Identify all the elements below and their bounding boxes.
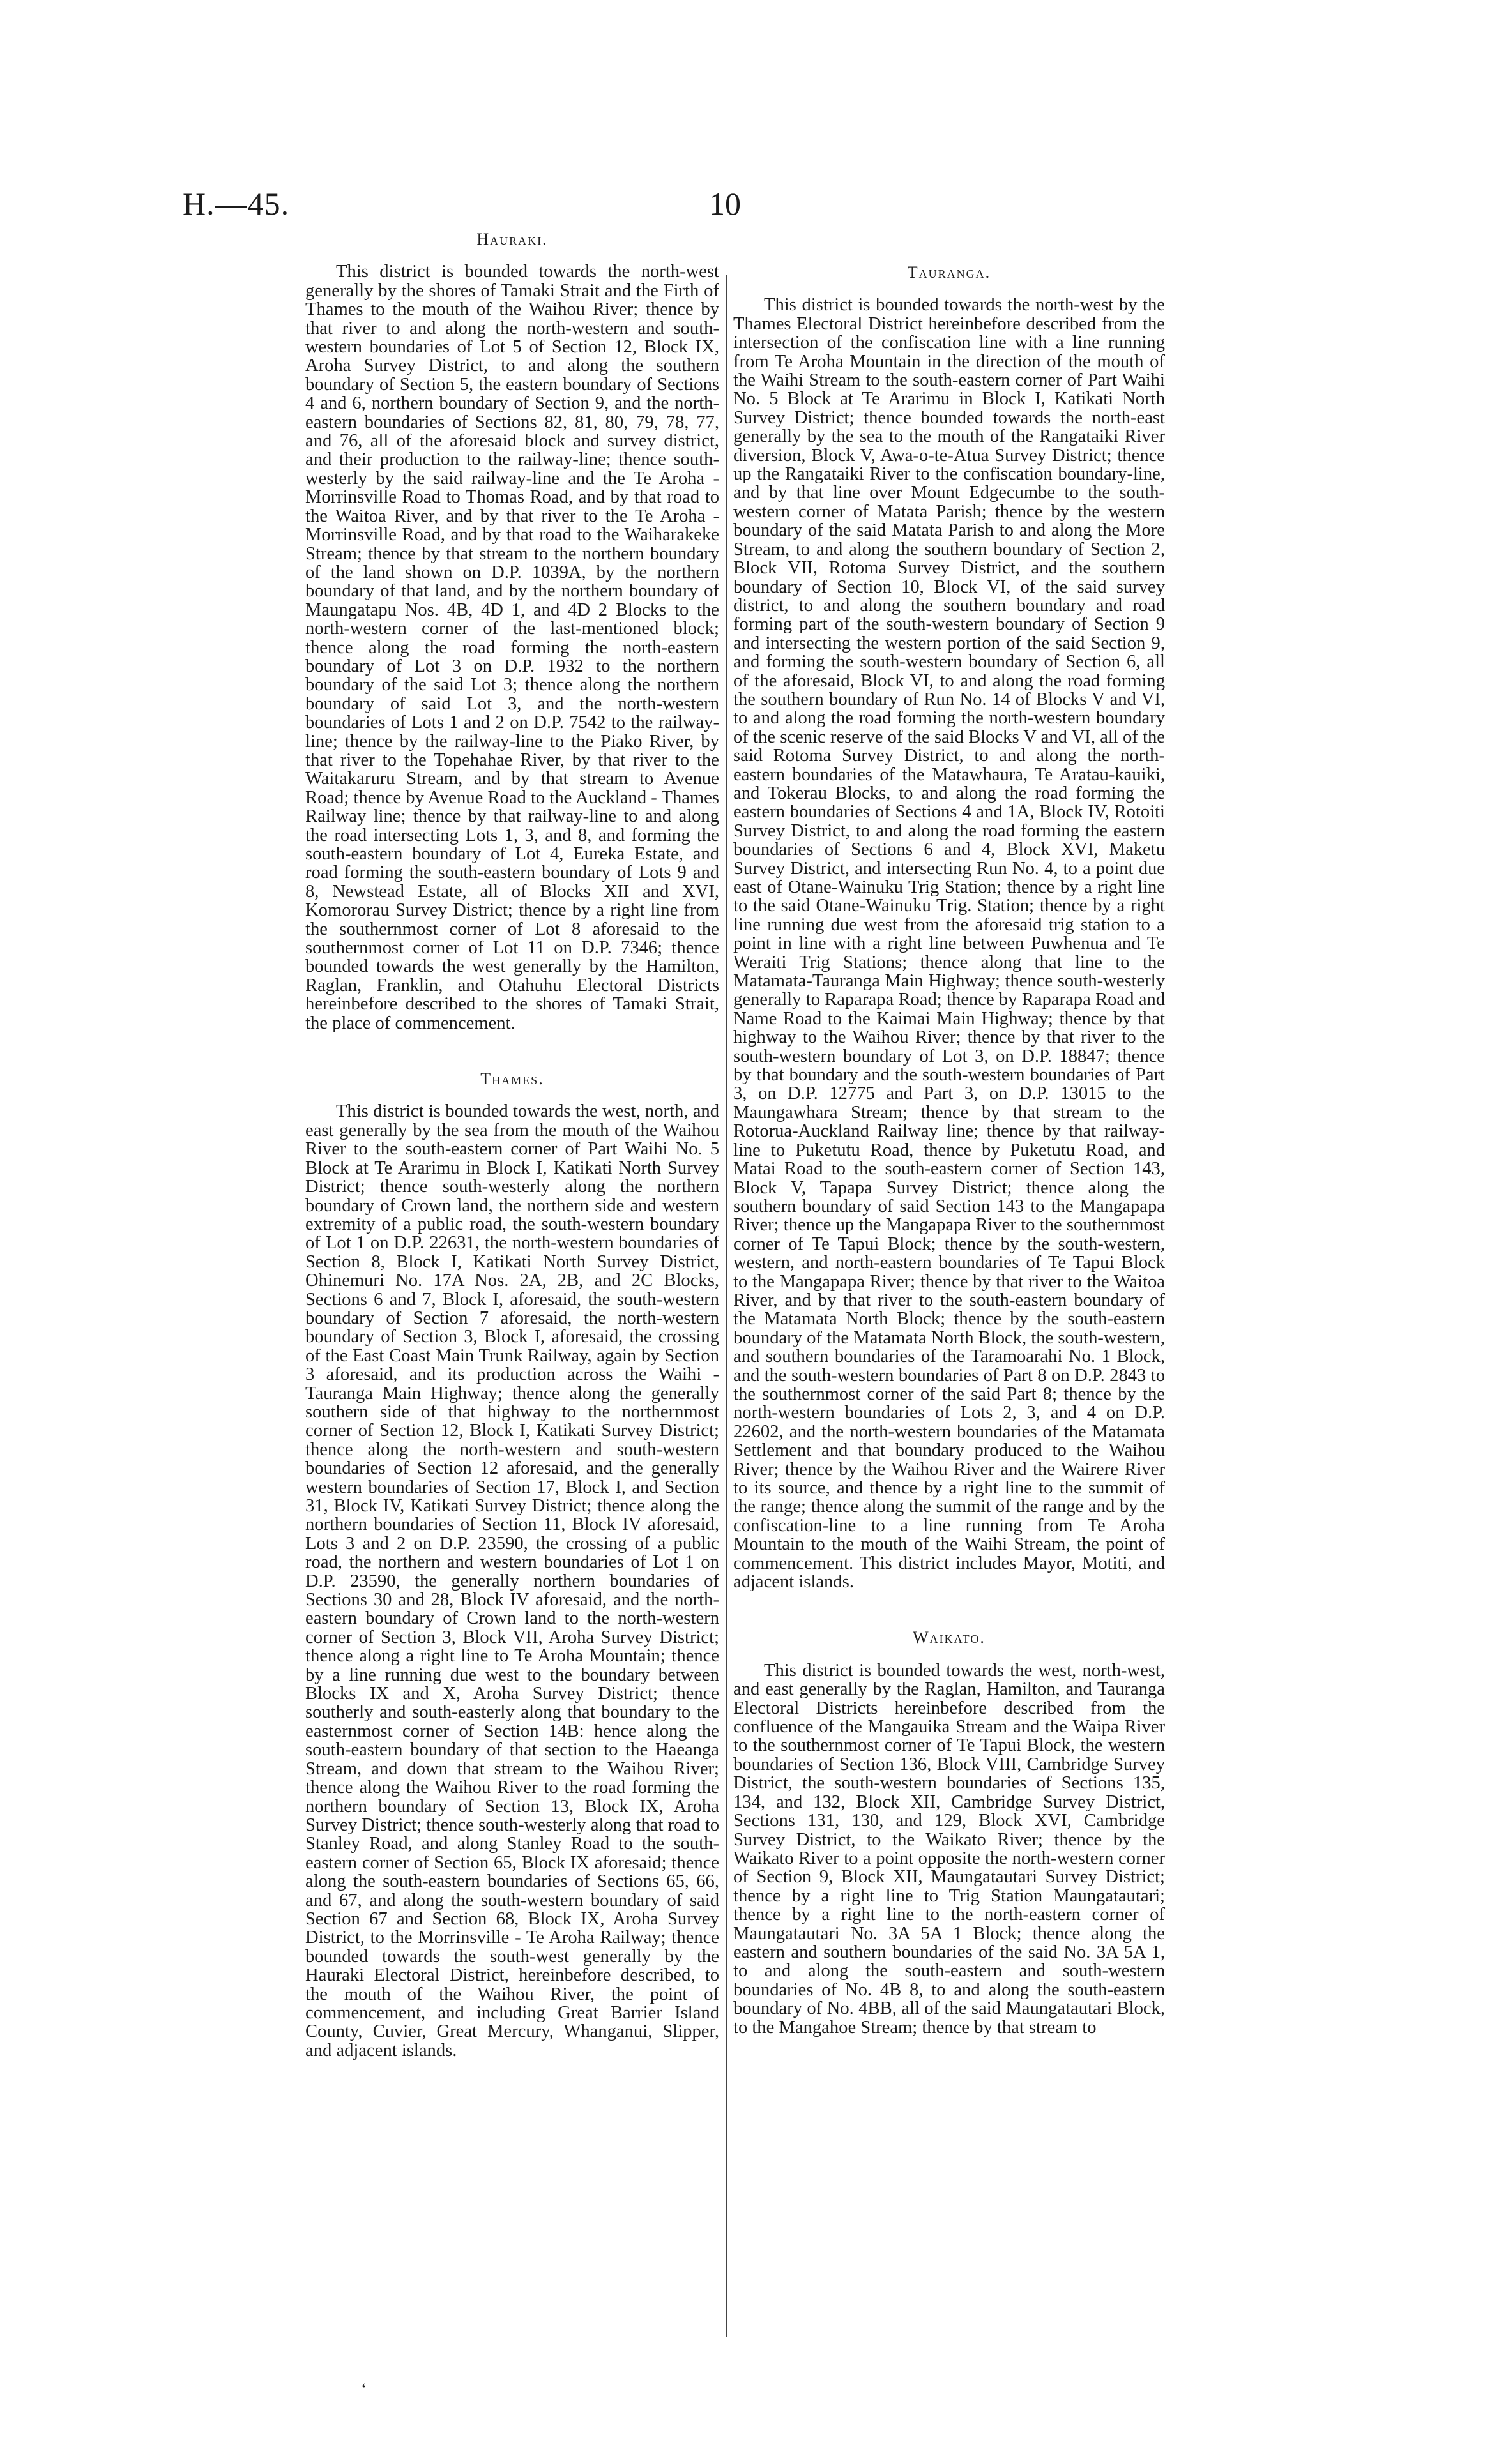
section-body: This district is bounded towards the west, north-west, and east generally by the Raglan, Hamilton, and Tauranga Electoral Districts hereinbefore described from the confluence of the Mangauika Stream and the Waipa River to the southernmost corner of Te Tapui Block, the western boundaries of Section 136, Block VIII, Cambridge Survey District, the south-western boundaries of Sections 135, 134, and 132, Block XII, Cambridge Survey District, Sections 131, 130, and 129, Block XVI, Cambridge Survey District, to the Waikato River; thence by the Waikato River to a point opposite the north-western corner of Section 9, Block XII, Maungatautari Survey District; thence by a right line to Trig Station Maungatautari; thence by a right line to the north-eastern corner of Maungatautari No. 3A 5A 1 Block; thence along the eastern and southern boundaries of the said No. 3A 5A 1, to and along the south-eastern and south-western boundaries of No. 4B 8, to and along the south-eastern boundary of No. 4BB, all of the said Maungatautari Block, to the Mangahoe Stream; thence by that stream to [733,1660,1165,2037]
section-hauraki [305,230,719,1032]
section-thames [305,1069,719,2060]
right-column [733,230,1165,2074]
section-body: This district is bounded towards the north-west generally by the shores of Tamaki Strait and the Firth of Thames to the mouth of the Waihou River; thence by that river to and along the north-western and south-western boundaries of Lot 5 of Section 12, Block IX, Aroha Survey District, to and along the southern boundary of Section 5, the eastern boundary of Sections 4 and 6, northern boundary of Section 9, and the north-eastern boundaries of Sections 82, 81, 80, 79, 78, 77, and 76, all of the aforesaid block and survey district, and their production to the railway-line; thence south-westerly by the said railway-line and the Te Aroha - Morrinsville Road to Thomas Road, and by that road to the Waitoa River, and by that river to the Te Aroha - Morrinsville Road, and by that road to the Waiharakeke Stream; thence by that stream to the northern boundary of the land shown on D.P. 1039A, by the northern boundary of that land, and by the northern boundary of Maungatapu Nos. 4B, 4D 1, and 4D 2 Blocks to the north-western corner of the last-mentioned block; thence along the road forming the north-eastern boundary of Lot 3 on D.P. 1932 to the northern boundary of the said Lot 3; thence along the northern boundary of said Lot 3, and the north-western boundaries of Lots 1 and 2 on D.P. 7542 to the railway-line; thence by the railway-line to the Piako River, by that river to the Topehahae River, by that river to the Waitakaruru Stream, and by that stream to Avenue Road; thence by Avenue Road to the Auckland - Thames Railway line; thence by that railway-line to and along the road intersecting Lots 1, 3, and 8, and forming the south-eastern boundary of Lot 4, Eureka Estate, and road forming the south-eastern boundary of Lots 9 and 8, Newstead Estate, all of Blocks XII and XVI, Komororau Survey District; thence by a right line from the southernmost corner of Lot 8 aforesaid to the southernmost corner of Lot 11 on D.P. 7346; thence bounded towards the west generally by the Hamilton, Raglan, Franklin, and Otahuhu Electoral Districts hereinbefore described to the shores of Tamaki Strait, the place of commencement. [305,262,719,1033]
section-tauranga [733,263,1165,1591]
left-column [305,230,719,2097]
section-body: This district is bounded towards the west, north, and east generally by the sea from the mouth of the Waihou River to the south-eastern corner of Part Waihi No. 5 Block at Te Ararimu in Block I, Katikati North Survey District; thence south-westerly along the northern boundary of Crown land, the northern side and western extremity of a public road, the south-western boundary of Lot 1 on D.P. 22631, the north-western boundaries of Section 8, Block I, Katikati North Survey District, Ohinemuri No. 17A Nos. 2A, 2B, and 2C Blocks, Sections 6 and 7, Block I, aforesaid, the south-western boundary of Section 7 aforesaid, the north-western boundary of Section 3, Block I, aforesaid, the crossing of the East Coast Main Trunk Railway, again by Section 3 aforesaid, and its production across the Waihi - Tauranga Main Highway; thence along the generally southern side of that highway to the northernmost corner of Section 12, Block I, Katikati Survey District; thence along the north-western and south-western boundaries of Section 12 aforesaid, and the generally western boundaries of Section 17, Block I, and Section 31, Block IV, Katikati Survey District; thence along the northern boundaries of Section 11, Block IV aforesaid, Lots 3 and 2 on D.P. 23590, the crossing of a public road, the northern and western boundaries of Lot 1 on D.P. 23590, the generally northern boundaries of Sections 30 and 28, Block IV aforesaid, and the north-eastern boundary of Crown land to the north-western corner of Section 3, Block VII, Aroha Survey District; thence along a right line to Te Aroha Mountain; thence by a line running due west to the boundary between Blocks IX and X, Aroha Survey District; thence southerly and south-easterly along that boundary to the easternmost corner of Section 14B: hence along the south-eastern boundary of that section to the Haeanga Stream, and down that stream to the Waihou River; thence along the Waihou River to the road forming the northern boundary of Section 13, Block IX, Aroha Survey District; thence south-westerly along that road to Stanley Road, and along Stanley Road to the south-eastern corner of Section 65, Block IX aforesaid; thence along the south-eastern boundaries of Sections 65, 66, and 67, and along the south-western boundary of said Section 67 and Section 68, Block IX, Aroha Survey District, to the Morrinsville - Te Aroha Railway; thence bounded towards the south-west generally by the Hauraki Electoral District, hereinbefore described, to the mouth of the Waihou River, the point of commencement, and including Great Barrier Island County, Cuvier, Great Mercury, Whanganui, Slipper, and adjacent islands. [305,1101,719,2060]
section-body: This district is bounded towards the north-west by the Thames Electoral District hereinbefore described from the intersection of the confiscation line with a line running from Te Aroha Mountain in the direction of the mouth of the Waihi Stream to the south-eastern corner of Part Waihi No. 5 Block at Te Ararimu in Block I, Katikati North Survey District; thence bounded towards the north-east generally by the sea to the mouth of the Rangataiki River diversion, Block V, Awa-o-te-Atua Survey District; thence up the Rangataiki River to the confiscation boundary-line, and by that line over Mount Edgecumbe to the south-western corner of Matata Parish; thence by the western boundary of the said Matata Parish to and along the More Stream, to and along the southern boundary of Section 2, Block VII, Rotoma Survey District, and the southern boundary of Section 10, Block VI, of the said survey district, to and along the southern boundary and road forming part of the south-western boundary of Section 9 and intersecting the western portion of the said Section 9, and forming the south-western boundary of Section 6, all of the aforesaid, Block VI, to and along the road forming the southern boundary of Run No. 14 of Blocks V and VI, to and along the road forming the north-western boundary of the scenic reserve of the said Blocks V and VI, all of the said Rotoma Survey District, to and along the north-eastern boundaries of the Matawhaura, Te Aratau-kauiki, and Tokerau Blocks, to and along the road forming the eastern boundaries of Sections 4 and 1A, Block IV, Rotoiti Survey District, to and along the road forming the eastern boundaries of Sections 6 and 4, Block XVI, Maketu Survey District, and intersecting Run No. 4, to a point due east of Otane-Wainuku Trig Station; thence by a right line to the said Otane-Wainuku Trig. Station; thence by a right line running due west from the aforesaid trig station to a point in line with a right line between Puwhenua and Te Weraiti Trig Stations; thence along that line to the Matamata-Tauranga Main Highway; thence south-westerly generally to Raparapa Road; thence by Raparapa Road and Name Road to the Kaimai Main Highway; thence by that highway to the Waihou River; thence by that river to the south-western boundary of Lot 3, on D.P. 18847; thence by that boundary and the south-western boundaries of Part 3, on D.P. 12775 and Part 3, on D.P. 13015 to the Maungawhara Stream; thence by that stream to the Rotorua-Auckland Railway line; thence by that railway-line to Puketutu Road, thence by Puketutu Road, and Matai Road to the south-eastern corner of Section 143, Block V, Tapapa Survey District; thence along the southern boundary of said Section 143 to the Mangapapa River; thence up the Mangapapa River to the southernmost corner of Te Tapui Block; thence by the south-western, western, and north-eastern boundaries of Te Tapui Block to the Mangapapa River; thence by that river to the Waitoa River, and by that river to the south-eastern boundary of the Matamata North Block; thence by the south-eastern boundary of the Matamata North Block, the south-western, and southern boundaries of the Taramoarahi No. 1 Block, and the south-western boundaries of Part 8 on D.P. 2843 to the southernmost corner of the said Part 8; thence by the north-western boundaries of Lots 2, 3, and 4 on D.P. 22602, and the north-western boundaries of the Matamata Settlement and that boundary produced to the Waihou River; thence by the Waihou River and the Wairere River to its source, and thence by a right line to the summit of the range; thence along the summit of the range and by the confiscation-line to a line running from Te Aroha Mountain to the mouth of the Waihi Stream, the point of commencement. This district includes Mayor, Motiti, and adjacent islands. [733,295,1165,1592]
section-heading: Thames. [480,1069,544,1089]
column-divider [726,275,727,2337]
section-heading: Hauraki. [476,230,548,248]
report-reference: H.—45. [183,186,290,222]
page-header [183,185,1332,236]
section-heading: Tauranga. [907,263,991,282]
section-waikato [733,1628,1165,2037]
section-heading: Waikato. [913,1628,986,1647]
page-number: 10 [709,186,741,222]
footer-mark: ‘ [361,2380,367,2400]
